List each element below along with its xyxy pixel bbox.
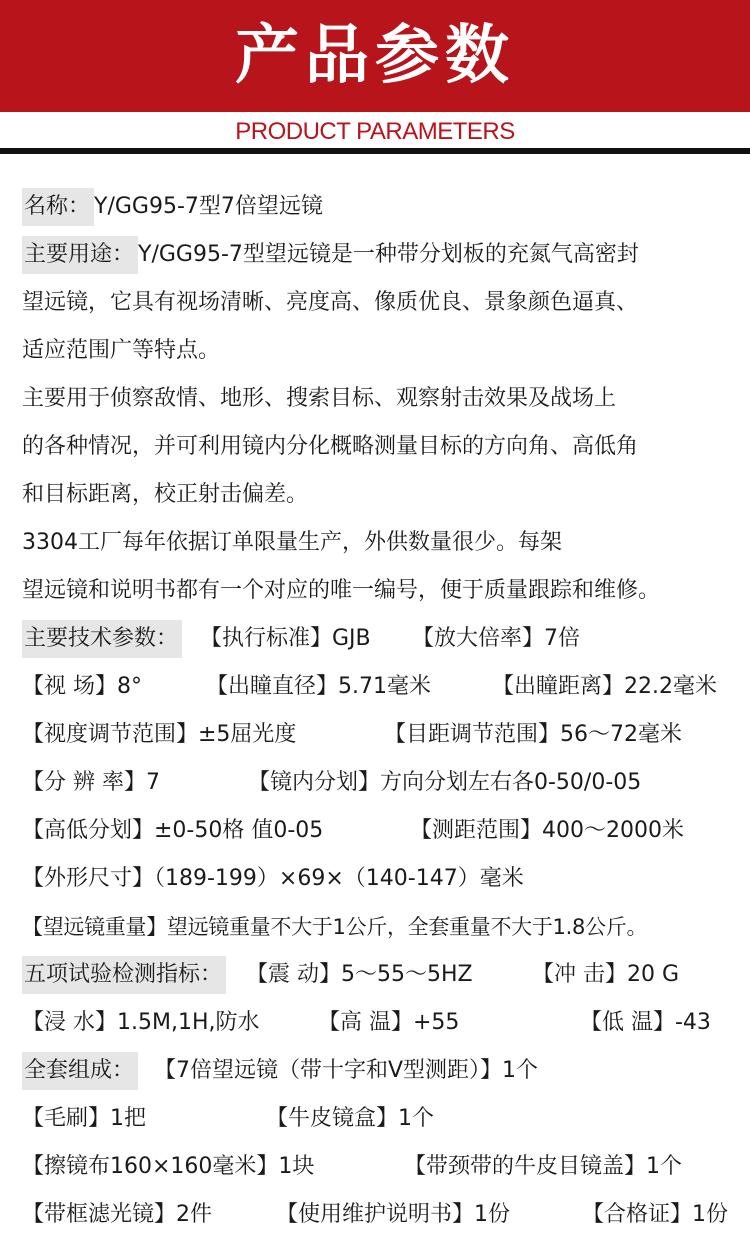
spec-ipd-range: 【目距调节范围】56～72毫米	[384, 722, 682, 747]
kit-row-3	[22, 1148, 732, 1186]
kit-manual: 【使用维护说明书】1份	[276, 1202, 510, 1227]
test-immersion: 【浸 水】1.5M,1H,防水	[22, 1010, 260, 1035]
usage-line-1: Y/GG95-7型望远镜是一种带分划板的充氮气高密封	[138, 242, 639, 267]
spec-diopter-range: 【视度调节范围】±5屈光度	[22, 722, 297, 747]
tests-row-2	[22, 1004, 732, 1042]
name-row	[22, 188, 323, 226]
page-subtitle: PRODUCT PARAMETERS	[235, 118, 515, 145]
usage-line-5: 的各种情况，并可利用镜内分化概略测量目标的方向角、高低角	[22, 434, 639, 459]
kit-label: 全套组成：	[22, 1052, 138, 1090]
kit-row-2	[22, 1100, 732, 1138]
title-banner	[0, 0, 750, 112]
subtitle-row	[0, 112, 750, 152]
usage-line-4: 主要用于侦察敌情、地形、搜索目标、观察射击效果及战场上	[22, 386, 617, 411]
spec-dimensions: 【外形尺寸】（189-199）×69×（140-147）毫米	[22, 866, 524, 891]
kit-binocular: 【7倍望远镜（带十字和V型测距）】1个	[154, 1058, 539, 1083]
kit-certificate: 【合格证】1份	[582, 1202, 728, 1227]
spec-elevation-reticle: 【高低分划】±0-50格 值0-05	[22, 818, 324, 843]
kit-case: 【牛皮镜盒】1个	[266, 1106, 434, 1131]
spec-resolution: 【分 辨 率】7	[22, 770, 160, 795]
spec-standard: 【执行标准】GJB	[200, 626, 371, 651]
kit-row-1	[22, 1052, 732, 1090]
kit-cloth: 【擦镜布160×160毫米】1块	[22, 1154, 315, 1179]
spec-ranging: 【测距范围】400～2000米	[410, 818, 684, 843]
usage-row	[22, 236, 639, 274]
usage-label: 主要用途：	[22, 236, 138, 274]
test-low-temp: 【低 温】-43	[580, 1010, 711, 1035]
kit-filter: 【带框滤光镜】2件	[22, 1202, 212, 1227]
usage-line-6: 和目标距离，校正射击偏差。	[22, 482, 309, 507]
kit-caps: 【带颈带的牛皮目镜盖】1个	[404, 1154, 682, 1179]
spec-weight: 【望远镜重量】望远镜重量不大于1公斤，全套重量不大于1.8公斤。	[22, 915, 648, 939]
specs-row-3	[22, 716, 732, 754]
kit-row-4	[22, 1196, 732, 1234]
spec-exit-pupil-diameter: 【出瞳直径】5.71毫米	[206, 674, 431, 699]
usage-line-2: 望远镜，它具有视场清晰、亮度高、像质优良、景象颜色逼真、	[22, 290, 639, 315]
tests-label: 五项试验检测指标：	[22, 956, 226, 994]
kit-brush: 【毛刷】1把	[22, 1106, 146, 1131]
test-vibration: 【震 动】5～55～5HZ	[246, 962, 473, 987]
spec-magnification: 【放大倍率】7倍	[412, 626, 580, 651]
name-value: Y/GG95-7型7倍望远镜	[94, 194, 323, 219]
usage-line-7: 3304工厂每年依据订单限量生产，外供数量很少。每架	[22, 530, 562, 555]
specs-row-1	[22, 620, 732, 658]
spec-reticle: 【镜内分划】方向分划左右各0-50/0-05	[248, 770, 642, 795]
specs-label: 主要技术参数：	[22, 620, 182, 658]
specs-row-2	[22, 668, 732, 706]
spec-field-of-view: 【视 场】8°	[22, 674, 142, 699]
header-divider	[0, 148, 750, 154]
specs-row-4	[22, 764, 732, 802]
name-label: 名称：	[22, 188, 94, 226]
test-high-temp: 【高 温】+55	[318, 1010, 460, 1035]
tests-row-1	[22, 956, 732, 994]
page-title: 产品参数	[235, 19, 515, 93]
usage-line-3: 适应范围广等特点。	[22, 338, 221, 363]
spec-exit-pupil-distance: 【出瞳距离】22.2毫米	[492, 674, 717, 699]
usage-line-8: 望远镜和说明书都有一个对应的唯一编号，便于质量跟踪和维修。	[22, 578, 661, 603]
test-shock: 【冲 击】20 G	[532, 962, 680, 987]
specs-row-5	[22, 812, 732, 850]
